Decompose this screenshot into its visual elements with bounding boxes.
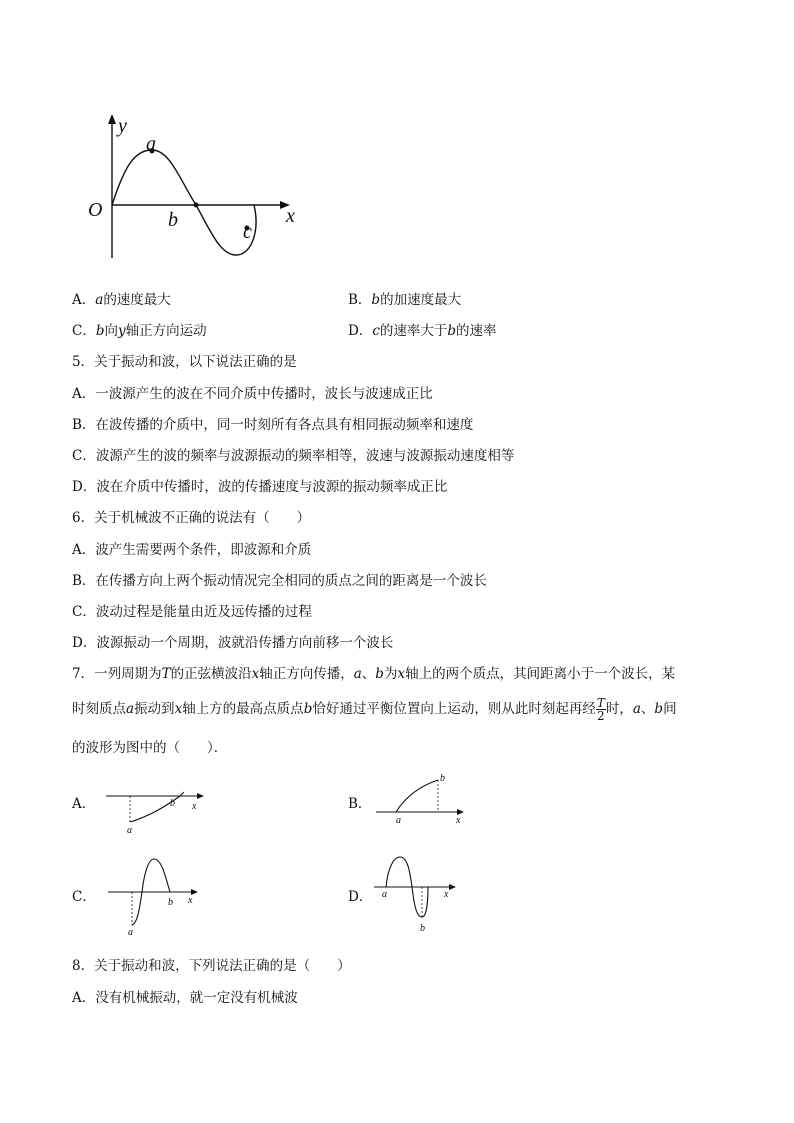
point-b-label: b — [168, 209, 178, 231]
q5-option-c: C．波源产生的波的频率与波源振动的频率相等，波速与波源振动速度相等 — [72, 448, 515, 464]
svg-text:x: x — [192, 801, 197, 812]
q7-line-3: 的波形为图中的（ ）． — [72, 740, 228, 756]
q7-figure-d — [372, 853, 482, 937]
svg-text:x: x — [188, 895, 193, 906]
q4-option-a: A．a的速度最大 — [72, 292, 171, 308]
point-c-label: c — [243, 221, 252, 243]
q7-option-d-label: D． — [348, 889, 373, 905]
q7-figure-a — [100, 782, 220, 838]
point-b-dot — [194, 203, 199, 208]
svg-text:a: a — [128, 927, 133, 938]
q8-option-a: A．没有机械振动，就一定没有机械波 — [72, 990, 298, 1006]
svg-text:b: b — [440, 773, 445, 784]
q5-option-d: D．波在介质中传播时，波的传播速度与波源的振动频率成正比 — [72, 479, 448, 495]
svg-text:b: b — [168, 897, 173, 908]
y-label: y — [118, 115, 127, 137]
svg-text:b: b — [420, 923, 425, 934]
svg-text:a: a — [127, 825, 132, 836]
y-axis-arrow — [108, 114, 116, 124]
q6-stem: 6．关于机械波不正确的说法有（ ） — [72, 510, 311, 526]
q5-option-a: A．一波源产生的波在不同介质中传播时，波长与波速成正比 — [72, 386, 433, 402]
q6-option-a: A．波产生需要两个条件，即波源和介质 — [72, 542, 312, 558]
t-over-2-fraction: $\frac{T}{2}$ — [596, 696, 605, 723]
q8-stem: 8．关于振动和波，下列说法正确的是（ ） — [72, 958, 351, 974]
q7-line-1: 7．一列周期为T的正弦横波沿x轴正方向传播，a、b为x轴上的两个质点，其间距离小于一个波长，某 — [72, 666, 676, 682]
q7-option-a-label: A． — [72, 796, 96, 812]
origin-label: O — [88, 199, 103, 221]
q5-stem: 5．关于振动和波，以下说法正确的是 — [72, 354, 297, 370]
q4-option-c: C．b向y轴正方向运动 — [72, 323, 207, 339]
sine-curve — [112, 150, 256, 255]
svg-text:x: x — [456, 815, 461, 826]
q4-option-d: D．c的速率大于b的速率 — [348, 323, 497, 339]
wave-figure — [80, 110, 310, 270]
svg-text:a: a — [382, 889, 387, 900]
svg-text:x: x — [444, 889, 449, 900]
q6-option-c: C．波动过程是能量由近及远传播的过程 — [72, 604, 312, 620]
x-label: x — [286, 205, 295, 227]
q6-option-b: B．在传播方向上两个振动情况完全相同的质点之间的距离是一个波长 — [72, 573, 487, 589]
q7-figure-c — [104, 855, 214, 939]
q7-line-2: 时刻质点a振动到x轴上方的最高点质点b恰好通过平衡位置向上运动，则从此时刻起再经 $\frac{T}{2}$ 时，a、b间 — [72, 696, 677, 723]
q7-option-c-label: C． — [72, 889, 96, 905]
q7-option-b-label: B． — [348, 796, 372, 812]
svg-text:a: a — [396, 815, 401, 826]
q5-option-b: B．在波传播的介质中，同一时刻所有各点具有相同振动频率和速度 — [72, 417, 474, 433]
q6-option-d: D．波源振动一个周期，波就沿传播方向前移一个波长 — [72, 635, 394, 651]
point-a-label: a — [146, 133, 156, 155]
q4-option-b: B．b的加速度最大 — [348, 292, 462, 308]
q7-figure-b — [372, 772, 482, 828]
svg-text:b: b — [170, 798, 175, 809]
